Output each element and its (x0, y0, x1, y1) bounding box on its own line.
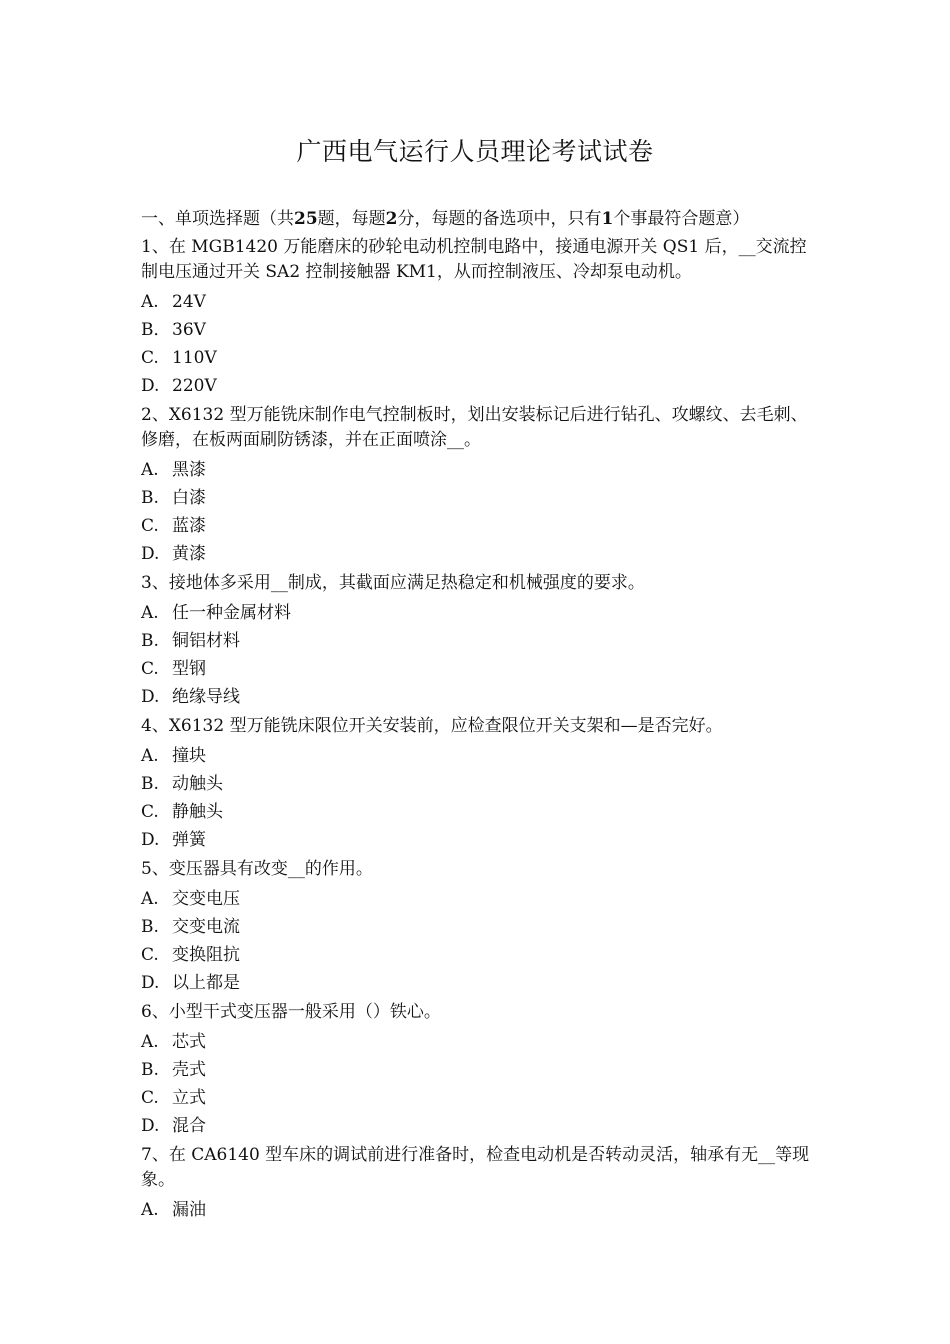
question-count: 25 (294, 209, 318, 229)
option-item (141, 798, 821, 826)
points-per-question: 2 (385, 209, 398, 229)
question-2-text: 2、X6132 型万能铣床制作电气控制板时，划出安装标记后进行钻孔、攻螺纹、去毛刺、修磨，在板两面刷防锈漆，并在正面喷涂__。 (141, 405, 808, 450)
option-text: 蓝漆 (172, 516, 206, 536)
option-item (141, 1196, 821, 1224)
option-item (141, 1084, 821, 1112)
option-letter: B. (141, 488, 159, 508)
option-item (141, 655, 821, 683)
option-letter: C. (141, 348, 159, 368)
option-item (141, 941, 821, 969)
question-7-text: 7、在 CA6140 型车床的调试前进行准备时，检查电动机是否转动灵活，轴承有无__等现象。 (141, 1145, 810, 1190)
option-text: 交变电流 (172, 917, 240, 937)
question-3-text: 3、接地体多采用__制成，其截面应满足热稳定和机械强度的要求。 (141, 573, 645, 593)
option-letter: C. (141, 1088, 159, 1108)
option-letter: D. (141, 687, 160, 707)
section-heading (141, 207, 821, 232)
option-text: 黑漆 (172, 460, 206, 480)
option-item (141, 1028, 821, 1056)
section-prefix: 一、单项选择题（共 (141, 209, 294, 229)
option-letter: B. (141, 917, 159, 937)
option-item (141, 1112, 821, 1140)
option-letter: D. (141, 830, 160, 850)
option-item (141, 456, 821, 484)
option-text: 弹簧 (172, 830, 206, 850)
option-text: 110V (172, 348, 217, 368)
option-text: 以上都是 (172, 973, 240, 993)
section-suffix: 个事最符合题意） (613, 209, 750, 229)
question-1-text: 1、在 MGB1420 万能磨床的砂轮电动机控制电路中，接通电源开关 QS1 后，__交流控制电压通过开关 SA2 控制接触器 KM1，从而控制液压、冷却泵电动机。 (141, 237, 807, 282)
option-text: 任一种金属材料 (172, 603, 291, 623)
option-letter: A. (141, 1032, 159, 1052)
question-5-text: 5、变压器具有改变__的作用。 (141, 859, 373, 879)
option-letter: C. (141, 516, 159, 536)
option-text: 芯式 (172, 1032, 206, 1052)
option-letter: C. (141, 945, 159, 965)
correct-count: 1 (601, 209, 614, 229)
option-item (141, 969, 821, 997)
option-text: 混合 (172, 1116, 206, 1136)
option-letter: D. (141, 376, 160, 396)
question-4-text: 4、X6132 型万能铣床限位开关安装前，应检查限位开关支架和—是否完好。 (141, 716, 723, 736)
option-item (141, 372, 821, 400)
option-letter: B. (141, 774, 159, 794)
option-item (141, 885, 821, 913)
option-letter: A. (141, 1200, 159, 1220)
option-item (141, 344, 821, 372)
option-text: 黄漆 (172, 544, 206, 564)
option-letter: A. (141, 603, 159, 623)
option-item (141, 627, 821, 655)
option-item (141, 742, 821, 770)
section-mid2: 分，每题的备选项中，只有 (397, 209, 602, 229)
option-item (141, 484, 821, 512)
section-mid1: 题，每题 (317, 209, 386, 229)
option-item (141, 770, 821, 798)
option-text: 铜铝材料 (172, 631, 240, 651)
document-title: 广西电气运行人员理论考试试卷 (296, 137, 654, 166)
option-item (141, 599, 821, 627)
option-text: 动触头 (172, 774, 223, 794)
option-text: 36V (172, 320, 206, 340)
option-text: 漏油 (172, 1200, 206, 1220)
option-item (141, 826, 821, 854)
option-text: 壳式 (172, 1060, 206, 1080)
option-letter: D. (141, 544, 160, 564)
option-item (141, 316, 821, 344)
option-text: 静触头 (172, 802, 223, 822)
option-letter: C. (141, 802, 159, 822)
option-letter: D. (141, 1116, 160, 1136)
question-6-text: 6、小型干式变压器一般采用（）铁心。 (141, 1002, 441, 1022)
option-letter: D. (141, 973, 160, 993)
option-letter: C. (141, 659, 159, 679)
option-text: 220V (172, 376, 217, 396)
option-letter: A. (141, 460, 159, 480)
option-text: 24V (172, 292, 206, 312)
option-letter: B． (141, 320, 171, 340)
option-text: 撞块 (172, 746, 206, 766)
option-text: 变换阻抗 (172, 945, 240, 965)
option-item (141, 288, 821, 316)
option-item (141, 512, 821, 540)
option-text: 型钢 (172, 659, 206, 679)
option-item (141, 1056, 821, 1084)
option-letter: B. (141, 631, 159, 651)
option-text: 绝缘导线 (172, 687, 240, 707)
option-item (141, 683, 821, 711)
option-text: 立式 (172, 1088, 206, 1108)
option-text: 交变电压 (172, 889, 240, 909)
option-text: 白漆 (172, 488, 206, 508)
option-letter: B. (141, 1060, 159, 1080)
option-letter: A. (141, 889, 159, 909)
option-letter: A. (141, 292, 159, 312)
document-body (141, 207, 821, 1224)
option-item (141, 540, 821, 568)
option-item (141, 913, 821, 941)
option-letter: A. (141, 746, 159, 766)
